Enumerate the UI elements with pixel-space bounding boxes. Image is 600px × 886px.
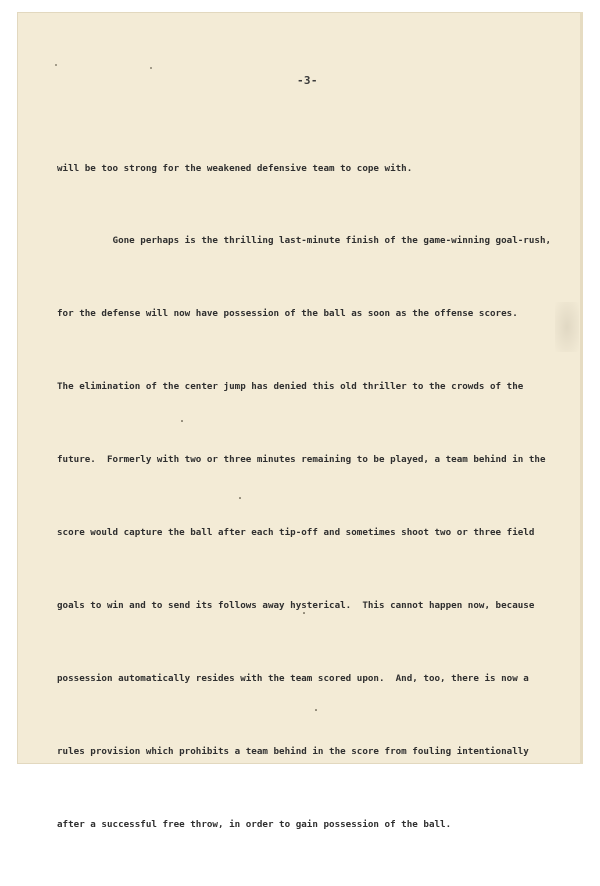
page-edge bbox=[580, 12, 583, 764]
body-text bbox=[57, 108, 577, 886]
typewritten-page bbox=[17, 12, 583, 830]
text-line: rules provision which prohibits a team behind in the score from fouling intentionally bbox=[57, 745, 529, 757]
ink-speck bbox=[55, 64, 57, 66]
text-line: after a successful free throw, in order to gain possession of the ball. bbox=[57, 818, 452, 830]
text-line: possession automatically resides with the team scored upon. And, too, there is now a bbox=[57, 672, 529, 684]
text-line: future. Formerly with two or three minutes remaining to be played, a team behind in the bbox=[57, 454, 546, 466]
page-number: -3- bbox=[297, 74, 318, 87]
text-line: for the defense will now have possession of the ball as soon as the offense scores. bbox=[57, 308, 518, 320]
text-line: will be too strong for the weakened defensive team to cope with. bbox=[57, 162, 413, 174]
text-line: goals to win and to send its follows away hysterical. This cannot happen now, because bbox=[57, 599, 535, 611]
text-line: Gone perhaps is the thrilling last-minute finish of the game-winning goal-rush, bbox=[57, 235, 552, 247]
text-line: score would capture the ball after each tip-off and sometimes shoot two or three field bbox=[57, 527, 535, 539]
text-line: The elimination of the center jump has denied this old thriller to the crowds of the bbox=[57, 381, 524, 393]
ink-speck bbox=[150, 67, 152, 69]
